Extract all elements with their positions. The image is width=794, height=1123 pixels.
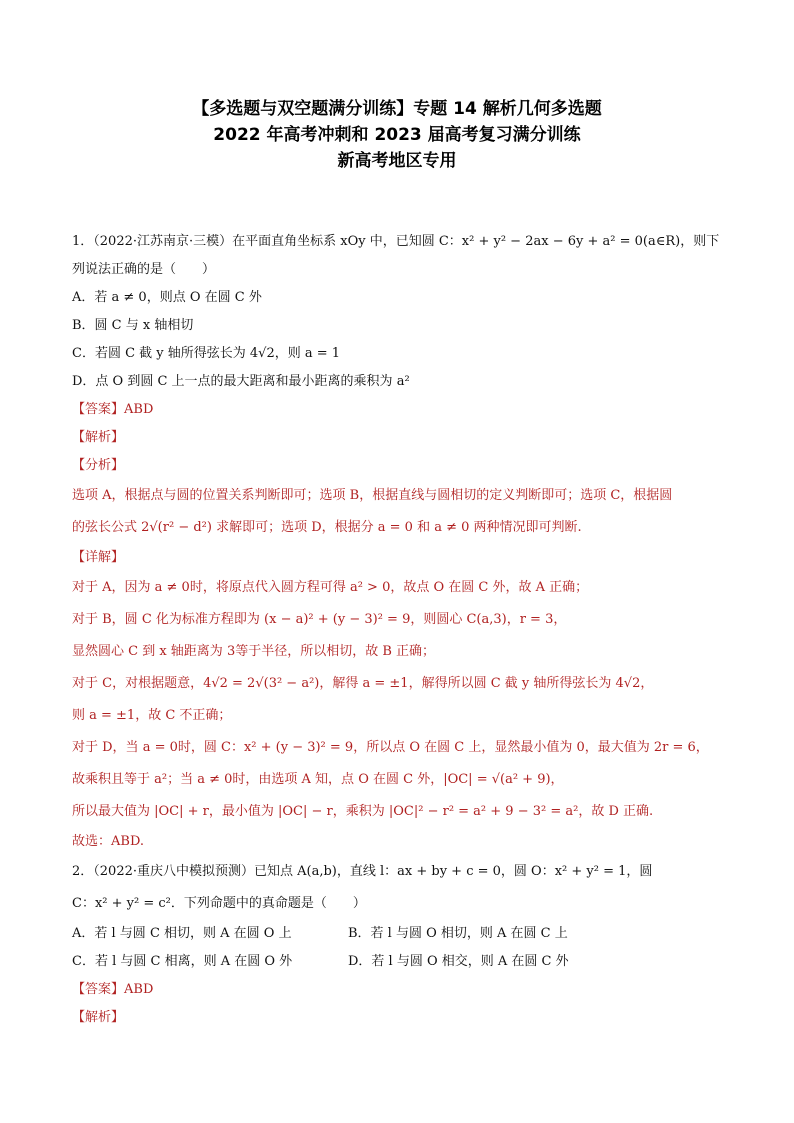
- q1-stem-line-2: 列说法正确的是（ ）: [72, 262, 216, 277]
- q1-detail-heading: 【详解】: [72, 550, 125, 565]
- q2-options-row-1: [72, 920, 724, 948]
- q1-detail-line-5: 则 a = ±1，故 C 不正确；: [72, 708, 232, 723]
- q2-options-row-2: [72, 948, 724, 976]
- q2-option-c: C．若 l 与圆 C 相离，则 A 在圆 O 外: [72, 954, 293, 969]
- q1-option-a: A．若 a ≠ 0，则点 O 在圆 C 外: [72, 290, 262, 305]
- title-line-3: 新高考地区专用: [337, 151, 457, 171]
- q1-detail-line-2: 对于 B，圆 C 化为标准方程即为 (x − a)² + (y − 3)² = 9，则圆心 C(a,3)，r = 3，: [72, 612, 567, 627]
- q1-fenxi-heading: 【分析】: [72, 458, 125, 473]
- title-line-1: 【多选题与双空题满分训练】专题 14 解析几何多选题: [192, 99, 602, 119]
- q2-option-b: B．若 l 与圆 O 相切，则 A 在圆 C 上: [348, 926, 568, 941]
- q1-option-c: C．若圆 C 截 y 轴所得弦长为 4√2，则 a = 1: [72, 346, 341, 361]
- q1-detail-line-6: 对于 D，当 a = 0时，圆 C：x² + (y − 3)² = 9，所以点 O 在圆 C 上，显然最小值为 0，最大值为 2r = 6，: [72, 740, 709, 755]
- q1-option-b: B．圆 C 与 x 轴相切: [72, 318, 194, 333]
- title-line-2: 2022 年高考冲刺和 2023 届高考复习满分训练: [213, 125, 581, 145]
- q2-analysis-heading: 【解析】: [72, 1010, 125, 1025]
- document-body: [72, 228, 724, 1032]
- q1-detail-line-7: 故乘积且等于 a²；当 a ≠ 0时，由选项 A 知，点 O 在圆 C 外，|OC| = √(a² + 9)，: [72, 772, 564, 787]
- q2-answer: 【答案】ABD: [72, 982, 154, 997]
- q1-analysis-heading: 【解析】: [72, 430, 125, 445]
- q1-fenxi-line-1: 选项 A，根据点与圆的位置关系判断即可；选项 B，根据直线与圆相切的定义判断即可；选项 C，根据圆: [72, 488, 673, 503]
- q2-stem-line-1: 2．（2022·重庆八中模拟预测）已知点 A(a,b)，直线 l：ax + by + c = 0，圆 O：x² + y² = 1，圆: [72, 864, 653, 879]
- q2-option-a: A．若 l 与圆 C 相切，则 A 在圆 O 上: [72, 926, 292, 941]
- question-1: [72, 228, 724, 856]
- q1-detail-line-3: 显然圆心 C 到 x 轴距离为 3等于半径，所以相切，故 B 正确；: [72, 644, 436, 659]
- q1-detail-line-4: 对于 C，对根据题意，4√2 = 2√(3² − a²)，解得 a = ±1，解得所以圆 C 截 y 轴所得弦长为 4√2，: [72, 676, 654, 691]
- q1-detail-line-8: 所以最大值为 |OC| + r，最小值为 |OC| − r，乘积为 |OC|² − r² = a² + 9 − 3² = a²，故 D 正确.: [72, 804, 654, 819]
- question-2: [72, 856, 724, 1032]
- q1-detail-line-1: 对于 A，因为 a ≠ 0时，将原点代入圆方程可得 a² > 0，故点 O 在圆 C 外，故 A 正确；: [72, 580, 589, 595]
- document-title: [0, 96, 794, 174]
- q1-answer: 【答案】ABD: [72, 402, 154, 417]
- q1-option-d: D．点 O 到圆 C 上一点的最大距离和最小距离的乘积为 a²: [72, 374, 410, 389]
- q2-option-d: D．若 l 与圆 O 相交，则 A 在圆 C 外: [348, 954, 569, 969]
- q1-fenxi-line-2: 的弦长公式 2√(r² − d²) 求解即可；选项 D，根据分 a = 0 和 a ≠ 0 两种情况即可判断.: [72, 520, 582, 535]
- q1-detail-line-9: 故选：ABD.: [72, 834, 145, 849]
- q2-stem-line-2: C：x² + y² = c²．下列命题中的真命题是（ ）: [72, 896, 366, 911]
- q1-stem-line-1: 1．（2022·江苏南京·三模）在平面直角坐标系 xOy 中，已知圆 C：x² + y² − 2ax − 6y + a² = 0(a∈R)，则下: [72, 234, 720, 249]
